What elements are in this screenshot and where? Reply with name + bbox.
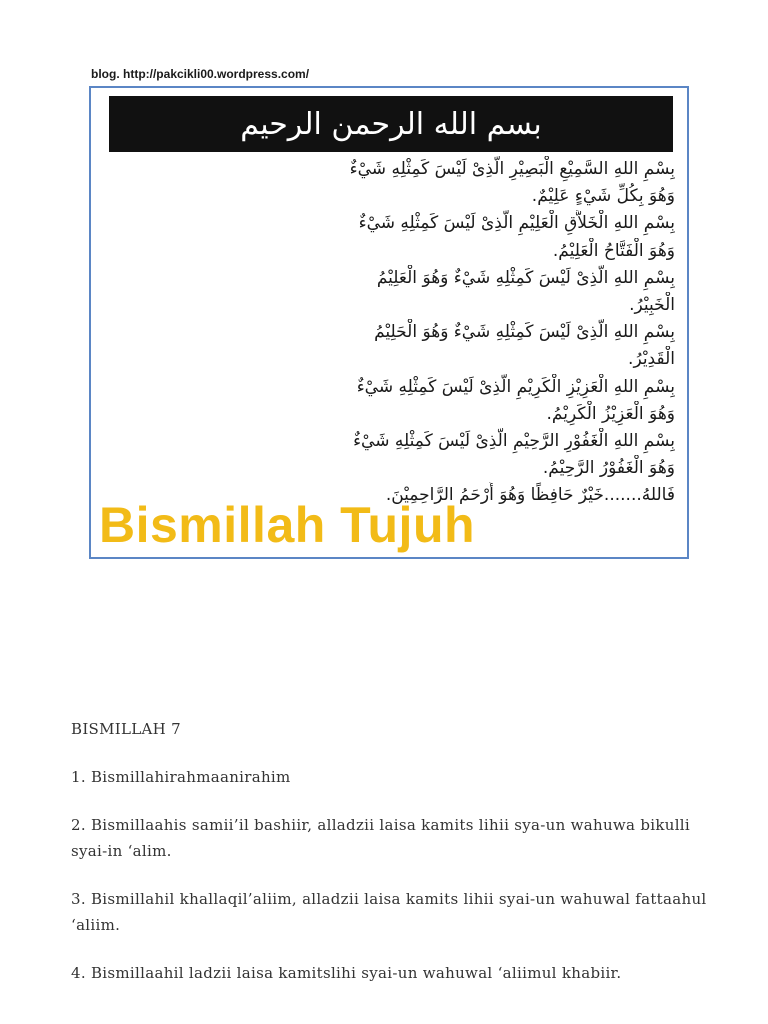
arabic-line: بِسْمِ اللهِ الْعَزِيْزِ الْكَرِيْمِ الَّذِىْ لَيْسَ كَمِثْلِهِ شَيْءٌ	[356, 376, 675, 397]
arabic-line: الْخَبِيْرُ.	[629, 294, 675, 315]
list-item: 3. Bismillahil khallaqil’aliim, alladzii laisa kamits lihii syai-un wahuwal fattaahul ‘aliim.	[71, 890, 707, 934]
arabic-line: بِسْمِ اللهِ الْغَفُوْرِ الرَّحِيْمِ الَّذِىْ لَيْسَ كَمِثْلِهِ شَيْءٌ	[353, 430, 675, 451]
list-item: 1. Bismillahirahmaanirahim	[71, 768, 291, 786]
list-item: 2. Bismillaahis samii’il bashiir, alladzii laisa kamits lihii sya-un wahuwa bikulli syai-in ‘alim.	[71, 816, 690, 860]
arabic-text-block	[105, 156, 675, 509]
arabic-line: بِسْمِ اللهِ الَّذِىْ لَيْسَ كَمِثْلِهِ شَيْءٌ وَهُوَ الْعَلِيْمُ	[376, 267, 675, 288]
banner-calligraphy: بسم الله الرحمن الرحيم	[240, 106, 542, 142]
arabic-line: بِسْمِ اللهِ السَّمِيْعِ الْبَصِيْرِ الَّذِىْ لَيْسَ كَمِثْلِهِ شَيْءٌ	[349, 159, 675, 179]
image-title: Bismillah Tujuh	[99, 497, 476, 553]
section-heading: BISMILLAH 7	[71, 720, 181, 738]
source-url-caption: blog. http://pakcikli00.wordpress.com/	[91, 67, 310, 81]
article-content	[71, 716, 711, 1008]
arabic-line: فَاللهُ.......خَيْرٌ حَافِظًا وَهُوَ أَرْحَمُ الرَّاحِمِيْنَ.	[385, 485, 675, 506]
arabic-line: الْقَدِيْرُ.	[628, 349, 675, 370]
list-item: 4. Bismillaahil ladzii laisa kamitslihi syai-un wahuwal ‘aliimul khabiir.	[71, 964, 622, 982]
arabic-line: وَهُوَ بِكُلِّ شَيْءٍ عَلِيْمٌ.	[531, 186, 675, 207]
calligraphy-banner	[109, 96, 673, 152]
bismillah-image	[89, 86, 689, 559]
arabic-line: وَهُوَ الْعَزِيْزُ الْكَرِيْمُ.	[546, 403, 675, 424]
arabic-line: وَهُوَ الْغَفُوْرُ الرَّحِيْمُ.	[542, 458, 675, 479]
arabic-line: بِسْمِ اللهِ الْخَلاَّقِ الْعَلِيْمِ الَّذِىْ لَيْسَ كَمِثْلِهِ شَيْءٌ	[358, 213, 675, 234]
arabic-line: بِسْمِ اللهِ الَّذِىْ لَيْسَ كَمِثْلِهِ شَيْءٌ وَهُوَ الْحَلِيْمُ	[374, 322, 675, 343]
arabic-line: وَهُوَ الْفَتَّاحُ الْعَلِيْمُ.	[552, 240, 675, 261]
